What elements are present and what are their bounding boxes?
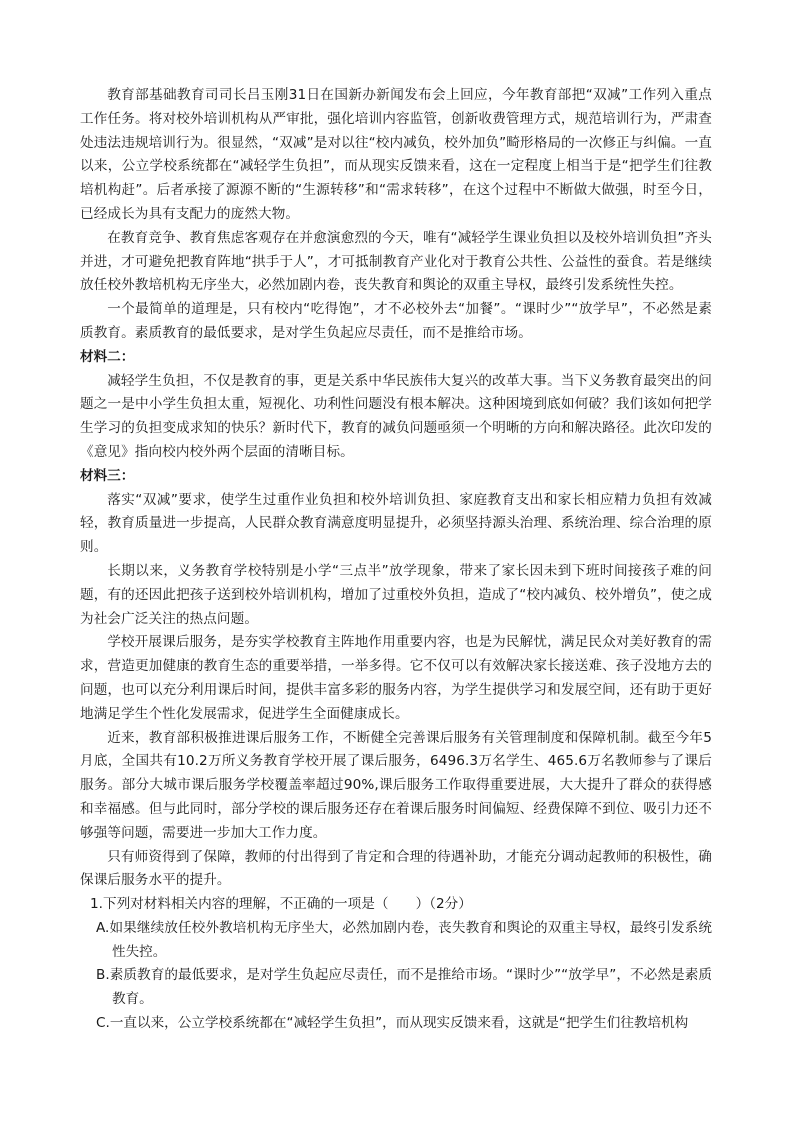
material1-paragraph-2: 在教育竞争、教育焦虑客观存在并愈演愈烈的今天，唯有“减轻学生课业负担以及校外培训负担”齐头并进，才可避免把教育阵地“拱手于人”，才可抵制教育产业化对于教育公共性、公益性的蚕食。若是继续放任校外教培机构无序坐大，必然加剧内卷，丧失教育和舆论的双重主导权，最终引发系统性失控。 bbox=[80, 229, 712, 294]
material3-paragraph-4: 近来，教育部积极推进课后服务工作，不断健全完善课后服务有关管理制度和保障机制。截至今年5月底，全国共有10.2万所义务教育学校开展了课后服务，6496.3万名学生、465.6万名教师参与了课后服务。部分大城市课后服务学校覆盖率超过90%,课后服务工作取得重要进展，大大提升了群众的获得感和幸福感。但与此同时，部分学校的课后服务还存在着课后服务时间偏短、经费保障不到位、吸引力还不够强等问题，需要进一步加大工作力度。 bbox=[80, 729, 712, 841]
material3-paragraph-3: 学校开展课后服务，是夯实学校教育主阵地作用重要内容，也是为民解忧，满足民众对美好教育的需求，营造更加健康的教育生态的重要举措，一举多得。它不仅可以有效解决家长接送难、孩子没地方去的问题，也可以充分利用课后时间，提供丰富多彩的服务内容，为学生提供学习和发展空间，还有助于更好地满足学生个性化发展需求，促进学生全面健康成长。 bbox=[80, 634, 712, 722]
question-1-option-c: C.一直以来，公立学校系统都在“减轻学生负担”，而从现实反馈来看，这就是“把学生们往教培机构 bbox=[96, 1015, 689, 1032]
material1-paragraph-1: 教育部基础教育司司长吕玉刚31日在国新办新闻发布会上回应，今年教育部把“双减”工作列入重点工作任务。将对校外培训机构从严审批，强化培训内容监管，创新收费管理方式，规范培训行为，严肃查处违法违规培训行为。很显然，“双减”是对以往“校内减负，校外加负”畸形格局的一次修正与纠偏。一直以来，公立学校系统都在“减轻学生负担”，而从现实反馈来看，这在一定程度上相当于是“把学生们往教培机构赶”。后者承接了源源不断的“生源转移”和“需求转移”，在这个过程中不断做大做强，时至今日，已经成长为具有支配力的庞然大物。 bbox=[80, 87, 712, 222]
material2-paragraph-1: 减轻学生负担，不仅是教育的事，更是关系中华民族伟大复兴的改革大事。当下义务教育最突出的问题之一是中小学生负担太重，短视化、功利性问题没有根本解决。这种困境到底如何破？我们该如何把学生学习的负担变成求知的快乐？新时代下，教育的减负问题亟须一个明晰的方向和解决路径。此次印发的《意见》指向校内校外两个层面的清晰目标。 bbox=[80, 372, 712, 460]
material3-heading: 材料三： bbox=[80, 467, 135, 484]
material2-heading: 材料二： bbox=[80, 348, 135, 365]
question-1-stem: 1.下列对材料相关内容的理解，不正确的一项是（ ）（2分） bbox=[90, 896, 472, 913]
question-1-option-b: B.素质教育的最低要求，是对学生负起应尽责任，而不是推给市场。“课时少”“放学早”，不必然是素质教育。 bbox=[96, 967, 712, 1008]
material3-paragraph-2: 长期以来，义务教育学校特别是小学“三点半”放学现象，带来了家长因未到下班时间接孩子难的问题，有的还因此把孩子送到校外培训机构，增加了过重校外负担，造成了“校内减负、校外增负”，使之成为社会广泛关注的热点问题。 bbox=[80, 562, 712, 627]
exam-page bbox=[80, 84, 712, 1036]
material3-paragraph-5: 只有师资得到了保障，教师的付出得到了肯定和合理的待遇补助，才能充分调动起教师的积极性，确保课后服务水平的提升。 bbox=[80, 848, 712, 889]
material1-paragraph-3: 一个最简单的道理是，只有校内“吃得饱”，才不必校外去“加餐”。“课时少”“放学早”，不必然是素质教育。素质教育的最低要求，是对学生负起应尽责任，而不是推给市场。 bbox=[80, 301, 712, 341]
material3-paragraph-1: 落实“双减”要求，使学生过重作业负担和校外培训负担、家庭教育支出和家长相应精力负担有效减轻，教育质量进一步提高，人民群众教育满意度明显提升，必须坚持源头治理、系统治理、综合治理的原则。 bbox=[80, 491, 712, 556]
question-1-option-a: A.如果继续放任校外教培机构无序坐大，必然加剧内卷，丧失教育和舆论的双重主导权，最终引发系统性失控。 bbox=[96, 919, 712, 960]
